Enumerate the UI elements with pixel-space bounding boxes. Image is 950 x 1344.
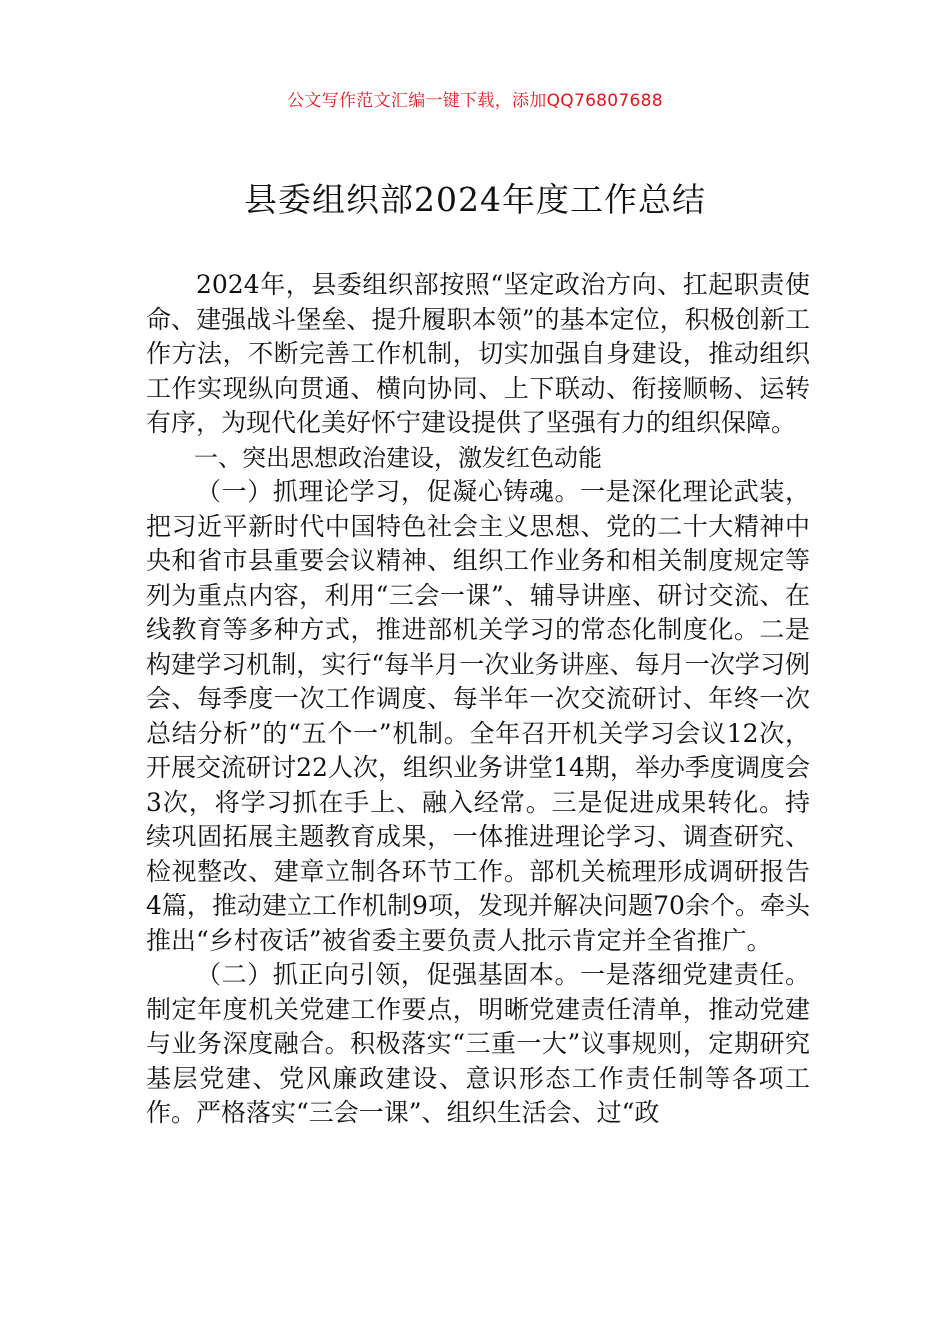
section-heading-1: 一、突出思想政治建设，激发红色动能 [194, 443, 602, 472]
download-watermark: 公文写作范文汇编一键下载，添加QQ76807688 [287, 91, 663, 111]
document-title: 县委组织部2024年度工作总结 [244, 180, 706, 219]
document-body [146, 268, 810, 1131]
subsection-paragraph-1: （一）抓理论学习，促凝心铸魂。一是深化理论武装，把习近平新时代中国特色社会主义思想、党的二十大精神中央和省市县重要会议精神、组织工作业务和相关制度规定等列为重点内容，利用“三会一课”、辅导讲座、研讨交流、在线教育等多种方式，推进部机关学习的常态化制度化。二是构建学习机制，实行“每半月一次业务讲座、每月一次学习例会、每季度一次工作调度、每半年一次交流研讨、年终一次总结分析”的“五个一”机制。全年召开机关学习会议12次，开展交流研讨22人次，组织业务讲堂14期，举办季度调度会3次，将学习抓在手上、融入经常。三是促进成果转化。持续巩固拓展主题教育成果，一体推进理论学习、调查研究、检视整改、建章立制各环节工作。部机关梳理形成调研报告4篇，推动建立工作机制9项，发现并解决问题70余个。牵头推出“乡村夜话”被省委主要负责人批示肯定并全省推广。 [146, 477, 810, 955]
intro-paragraph: 2024年，县委组织部按照“坚定政治方向、扛起职责使命、建强战斗堡垒、提升履职本领”的基本定位，积极创新工作方法，不断完善工作机制，切实加强自身建设，推动组织工作实现纵向贯通、横向协同、上下联动、衔接顺畅、运转有序，为现代化美好怀宁建设提供了坚强有力的组织保障。 [146, 270, 810, 437]
subsection-paragraph-2: （二）抓正向引领，促强基固本。一是落细党建责任。制定年度机关党建工作要点，明晰党建责任清单，推动党建与业务深度融合。积极落实“三重一大”议事规则，定期研究基层党建、党风廉政建设、意识形态工作责任制等各项工作。严格落实“三会一课”、组织生活会、过“政 [146, 960, 810, 1127]
